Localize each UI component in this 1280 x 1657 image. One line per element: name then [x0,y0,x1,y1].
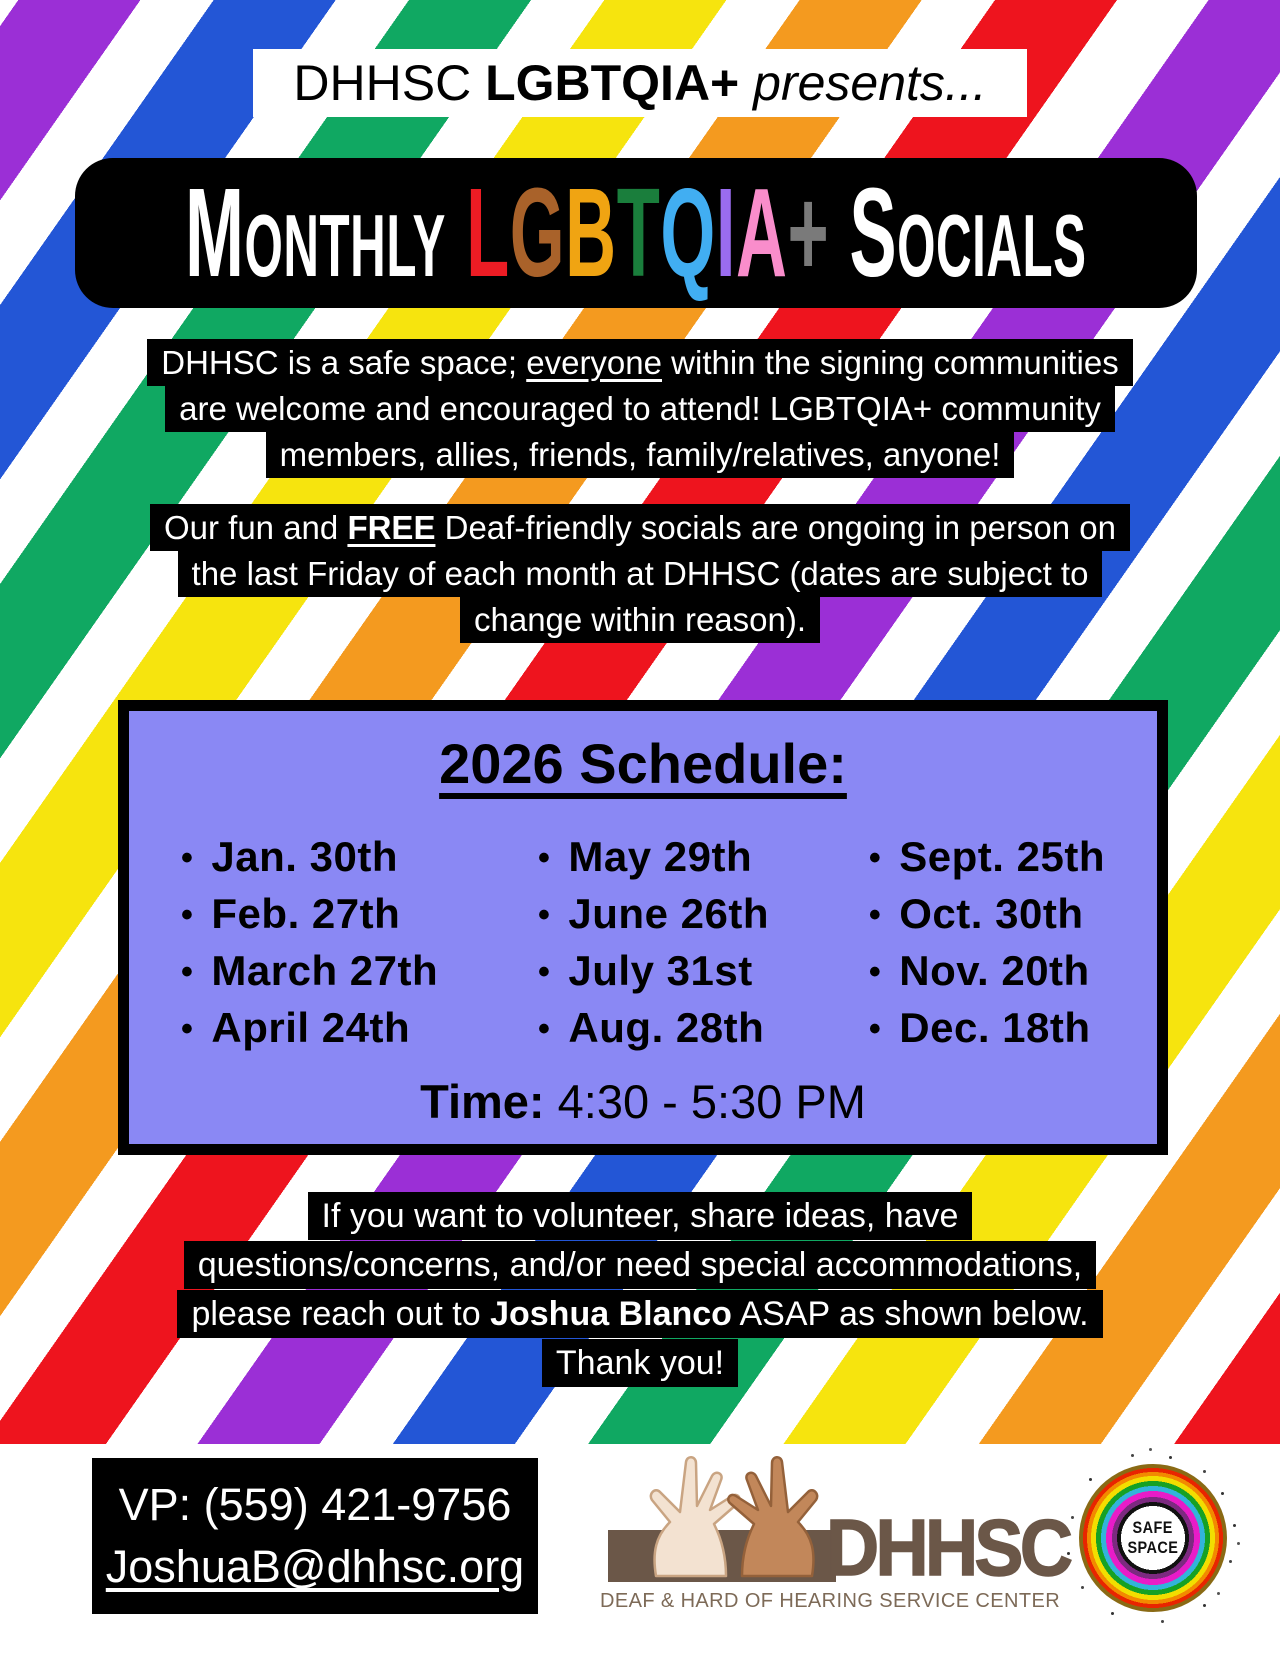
title-word-monthly: Monthly [185,162,447,303]
volunteer-paragraph: If you want to volunteer, share ideas, have questions/concerns, and/or need special accommodations, please reach out to Joshua Blanco ASAP as shown below. Thank you! [0,1192,1280,1388]
time-label: Time: [420,1075,545,1128]
signing-hands-icon [622,1448,862,1578]
schedule-date-item: • Jan. 30th [181,830,438,887]
logo-tagline: DEAF & HARD OF HEARING SERVICE CENTER [600,1590,1061,1612]
schedule-date-item: • Sept. 25th [869,830,1105,887]
contact-email-link[interactable]: JoshuaB@dhhsc.org [105,1541,525,1592]
schedule-date-item: • Nov. 20th [869,944,1105,1001]
intro-paragraph: DHHSC is a safe space; everyone within the signing communities are welcome and encouraged to attend! LGBTQIA+ community members, allies, friends, family/relatives, anyone! [0,340,1280,478]
time-value: 4:30 - 5:30 PM [544,1075,866,1128]
header-presents: DHHSC LGBTQIA+ presents... [0,50,1280,116]
schedule-date-item: • March 27th [181,944,438,1001]
schedule-date-item: • Oct. 30th [869,887,1105,944]
title-lgbtqia-letters: LGBTQIA [466,162,788,303]
details-paragraph: Our fun and FREE Deaf-friendly socials are ongoing in person on the last Friday of each month at DHHSC (dates are subject to change within reason). [0,505,1280,643]
schedule-date-item: • Feb. 27th [181,887,438,944]
schedule-column-2 [538,830,769,1058]
dhhsc-logo [600,1448,1070,1618]
schedule-columns [129,830,1157,1058]
title-word-socials: Socials [849,162,1087,303]
contact-box [92,1458,538,1614]
schedule-time [129,1074,1157,1129]
logo-wordmark: DHHSC [826,1503,1070,1592]
title-plus: + [787,162,830,303]
safe-space-badge [1079,1464,1227,1612]
schedule-date-item: • June 26th [538,887,769,944]
schedule-date-item: • April 24th [181,1001,438,1058]
schedule-column-3 [869,830,1105,1058]
schedule-date-item: • Dec. 18th [869,1001,1105,1058]
schedule-title: 2026 Schedule: [439,732,847,795]
schedule-date-item: • July 31st [538,944,769,1001]
contact-vp-number: VP: (559) 421-9756 [118,1479,512,1530]
badge-text-line1: SAFE [1132,1518,1174,1537]
badge-text-line2: SPACE [1127,1538,1179,1557]
title-text [185,162,1087,303]
schedule-box [118,700,1168,1155]
schedule-date-item: • Aug. 28th [538,1001,769,1058]
schedule-date-item: • May 29th [538,830,769,887]
title-banner [75,158,1197,308]
schedule-column-1 [181,830,438,1058]
